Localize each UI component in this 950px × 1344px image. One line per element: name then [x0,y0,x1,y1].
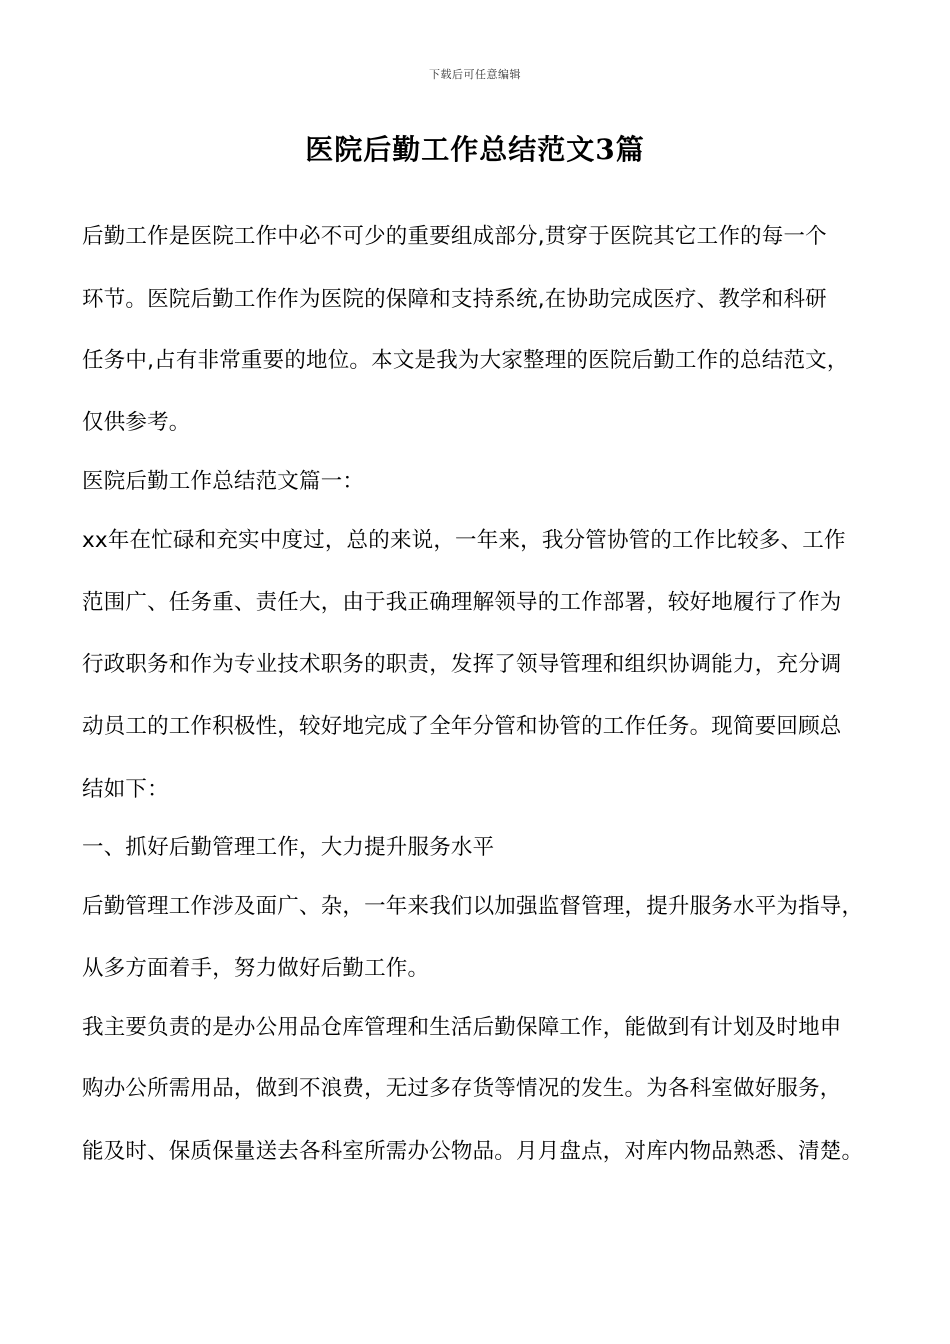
text-line: 后勤管理工作涉及面广、杂，一年来我们以加强监督管理，提升服务水平为指导， [82,894,864,919]
text-line: 行政职务和作为专业技术职务的职责，发挥了领导管理和组织协调能力，充分调 [82,652,842,677]
text-line: 仅供参考。 [82,410,191,435]
text-line: 后勤工作是医院工作中必不可少的重要组成部分,贯穿于医院其它工作的每一个 [82,224,827,249]
text-line: 动员工的工作积极性，较好地完成了全年分管和协管的工作任务。现简要回顾总 [82,714,842,739]
text-line: 购办公所需用品，做到不浪费，无过多存货等情况的发生。为各科室做好服务， [82,1076,842,1101]
text-line: 结如下： [82,777,169,802]
text-line: xx年在忙碌和充实中度过，总的来说，一年来，我分管协管的工作比较多、工作 [82,528,846,553]
text-line: 环节。医院后勤工作作为医院的保障和支持系统,在协助完成医疗、教学和科研 [82,287,827,312]
header-note: 下载后可任意编辑 [429,68,521,81]
text-line: 任务中,占有非常重要的地位。本文是我为大家整理的医院后勤工作的总结范文， [82,348,849,373]
text-line: 范围广、任务重、责任大，由于我正确理解领导的工作部署，较好地履行了作为 [82,590,842,615]
text-line: 能及时、保质保量送去各科室所需办公物品。月月盘点，对库内物品熟悉、清楚。 [82,1139,864,1164]
subheading: 一、抓好后勤管理工作，大力提升服务水平 [82,835,495,860]
text-line: 从多方面着手，努力做好后勤工作。 [82,956,430,981]
text-line: 我主要负责的是办公用品仓库管理和生活后勤保障工作，能做到有计划及时地申 [82,1015,842,1040]
section-heading: 医院后勤工作总结范文篇一： [82,469,365,494]
document-title: 医院后勤工作总结范文3篇 [305,133,645,166]
